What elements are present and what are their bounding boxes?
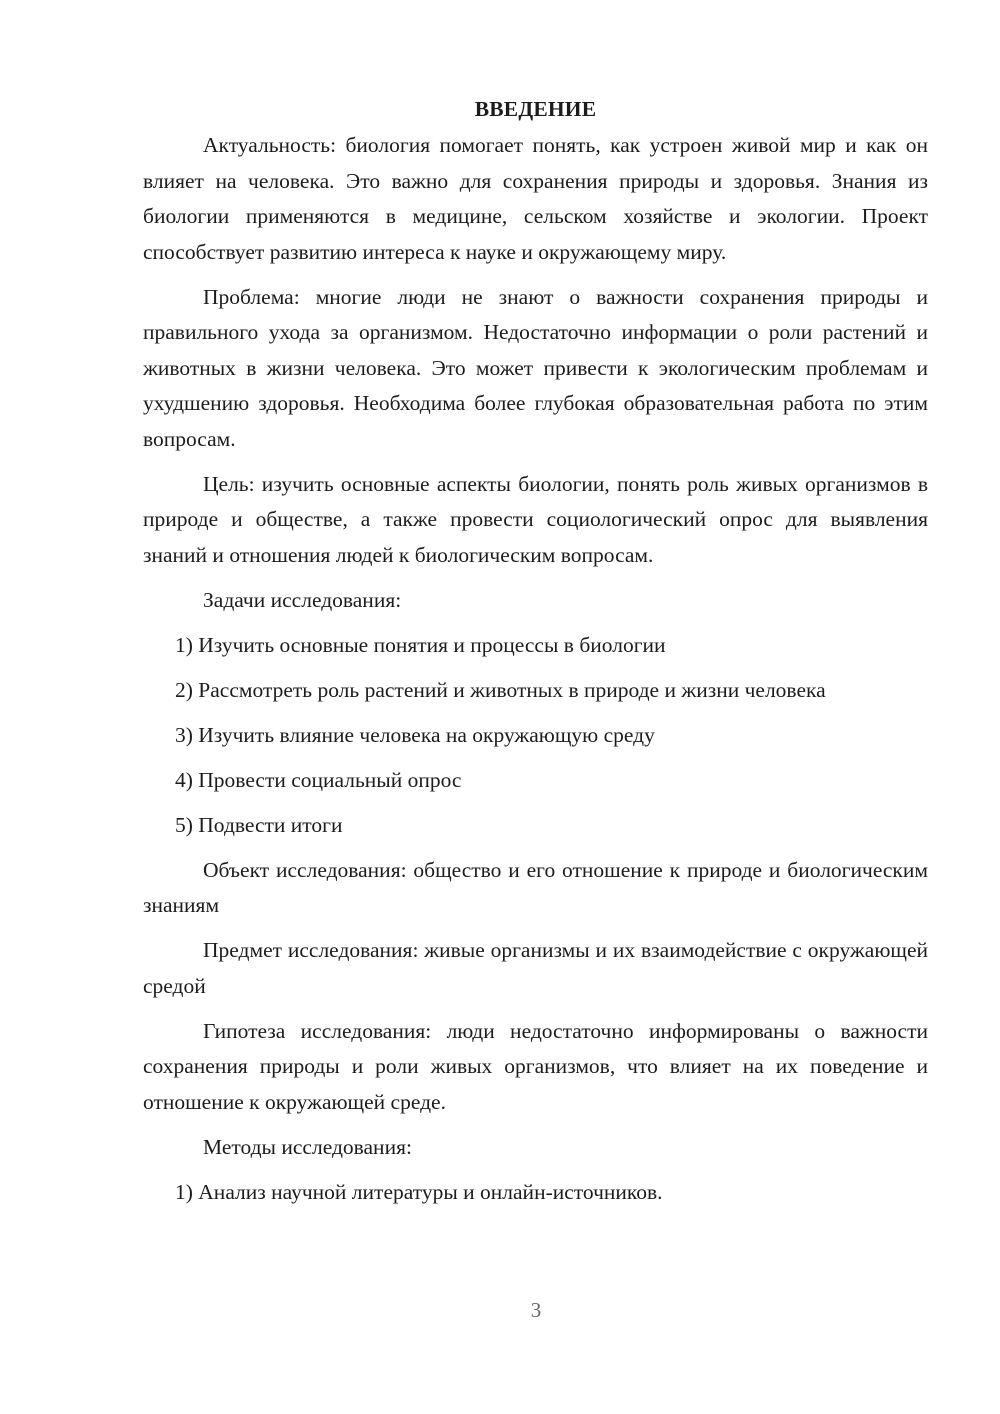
object-paragraph: Объект исследования: общество и его отношение к природе и биологическим знаниям bbox=[143, 857, 928, 917]
subject-paragraph: Предмет исследования: живые организмы и их взаимодействие с окружающей средой bbox=[143, 938, 928, 998]
methods-label: Методы исследования: bbox=[203, 1134, 412, 1159]
task-item: 4) Провести социальный опрос bbox=[175, 767, 462, 792]
problem-paragraph: Проблема: многие люди не знают о важности сохранения природы и правильного ухода за организмом. Недостаточно информации о роли растений и животных в жизни человека. Это может привести к экологическим проблемам и ухудшению здоровья. Необходима более глубокая образовательная работа по этим вопросам. bbox=[143, 284, 928, 451]
document-page bbox=[143, 92, 928, 1220]
method-item: 1) Анализ научной литературы и онлайн-источников. bbox=[175, 1179, 663, 1204]
tasks-label: Задачи исследования: bbox=[203, 587, 402, 612]
page-number: 3 bbox=[530, 1298, 542, 1322]
task-item: 3) Изучить влияние человека на окружающую среду bbox=[175, 722, 655, 747]
task-item: 5) Подвести итоги bbox=[175, 812, 343, 837]
task-item: 2) Рассмотреть роль растений и животных в природе и жизни человека bbox=[175, 677, 826, 702]
goal-paragraph: Цель: изучить основные аспекты биологии, понять роль живых организмов в природе и обществе, а также провести социологический опрос для выявления знаний и отношения людей к биологическим вопросам. bbox=[143, 471, 928, 567]
hypothesis-paragraph: Гипотеза исследования: люди недостаточно информированы о важности сохранения природы и роли живых организмов, что влияет на их поведение и отношение к окружающей среде. bbox=[143, 1018, 928, 1114]
section-heading: ВВЕДЕНИЕ bbox=[474, 97, 597, 121]
task-item: 1) Изучить основные понятия и процессы в биологии bbox=[175, 632, 666, 657]
relevance-paragraph: Актуальность: биология помогает понять, как устроен живой мир и как он влияет на человека. Это важно для сохранения природы и здоровья. Знания из биологии применяются в медицине, сельском хозяйстве и экологии. Проект способствует развитию интереса к науке и окружающему миру. bbox=[143, 133, 928, 264]
